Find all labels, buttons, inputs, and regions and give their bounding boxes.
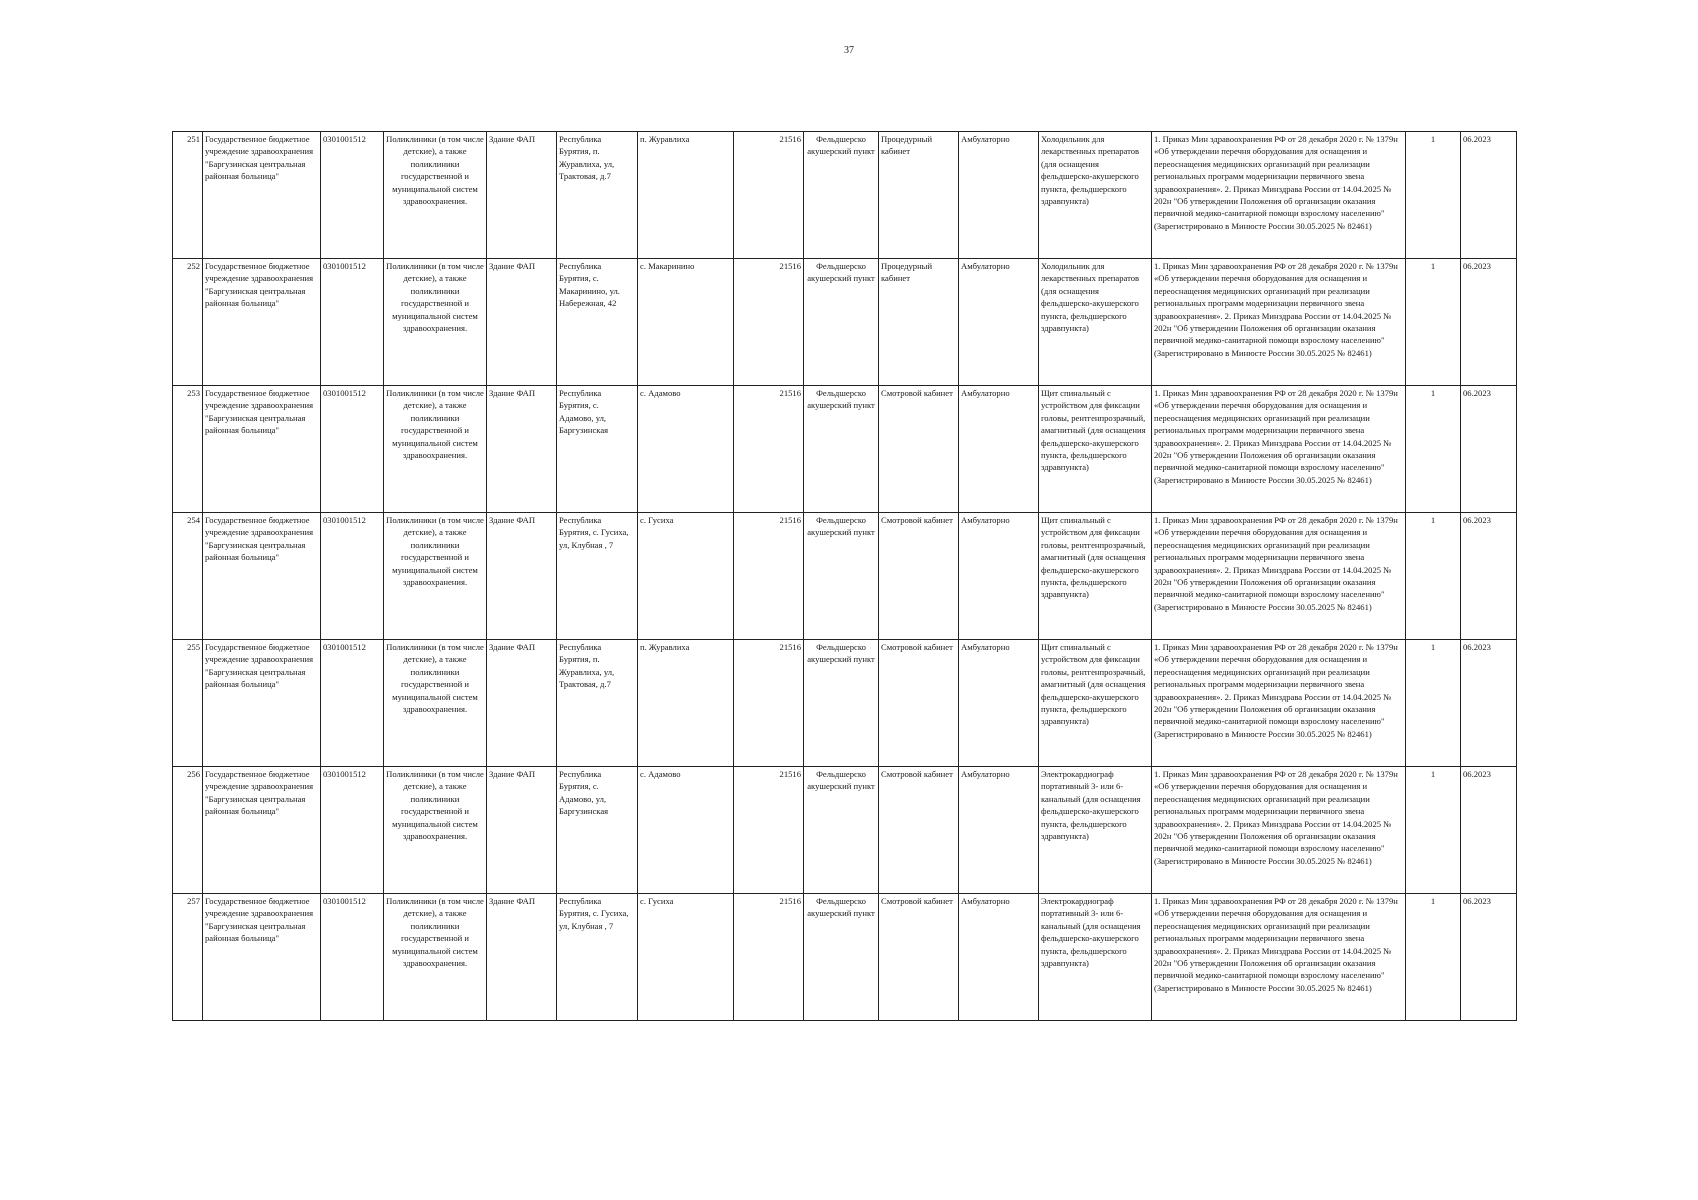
table-row <box>173 767 1517 894</box>
date-cell: 06.2023 <box>1461 513 1517 640</box>
organization-cell: Государственное бюджетное учреждение здравоохранения "Баргузинская центральная районная больница" <box>203 259 321 386</box>
oktmo-code-cell: 21516 <box>734 259 804 386</box>
unit-cell: Фельдшерско акушерский пункт <box>804 513 879 640</box>
settlement-cell: п. Журавлиха <box>638 132 734 259</box>
room-cell: Смотровой кабинет <box>879 513 959 640</box>
building-cell: Здание ФАП <box>487 640 557 767</box>
legal-basis-cell: 1. Приказ Мин здравоохранения РФ от 28 декабря 2020 г. № 1379н «Об утверждении перечня оборудования для оснащения и переоснащения медицинских организаций при реализации региональных программ модернизации первичного звена здравоохранения». 2. Приказ Минздрава России от 14.04.2025 № 202н "Об утверждении Положения об организации оказания первичной медико-санитарной помощи взрослому населению" (Зарегистрировано в Минюсте России 30.05.2025 № 82461) <box>1152 513 1406 640</box>
organization-cell: Государственное бюджетное учреждение здравоохранения "Баргузинская центральная районная больница" <box>203 386 321 513</box>
org-code-cell: 0301001512 <box>321 894 384 1021</box>
building-cell: Здание ФАП <box>487 894 557 1021</box>
organization-cell: Государственное бюджетное учреждение здравоохранения "Баргузинская центральная районная больница" <box>203 640 321 767</box>
settlement-cell: с. Гусиха <box>638 513 734 640</box>
quantity-cell: 1 <box>1406 640 1461 767</box>
org-code-cell: 0301001512 <box>321 132 384 259</box>
unit-cell: Фельдшерско акушерский пункт <box>804 132 879 259</box>
settlement-cell: с. Адамово <box>638 767 734 894</box>
row-number-cell: 256 <box>173 767 203 894</box>
org-code-cell: 0301001512 <box>321 640 384 767</box>
equipment-cell: Холодильник для лекарственных препаратов (для оснащения фельдшерско-акушерского пункта, фельдшерского здравпункта) <box>1039 132 1152 259</box>
address-cell: Республика Бурятия, с. Адамово, ул, Баргузинская <box>557 767 638 894</box>
room-cell: Процедурный кабинет <box>879 132 959 259</box>
legal-basis-cell: 1. Приказ Мин здравоохранения РФ от 28 декабря 2020 г. № 1379н «Об утверждении перечня оборудования для оснащения и переоснащения медицинских организаций при реализации региональных программ модернизации первичного звена здравоохранения». 2. Приказ Минздрава России от 14.04.2025 № 202н "Об утверждении Положения об организации оказания первичной медико-санитарной помощи взрослому населению" (Зарегистрировано в Минюсте России 30.05.2025 № 82461) <box>1152 386 1406 513</box>
table-row <box>173 640 1517 767</box>
room-cell: Смотровой кабинет <box>879 767 959 894</box>
table-row <box>173 513 1517 640</box>
equipment-cell: Холодильник для лекарственных препаратов (для оснащения фельдшерско-акушерского пункта, фельдшерского здравпункта) <box>1039 259 1152 386</box>
care-form-cell: Амбулаторно <box>959 259 1039 386</box>
legal-basis-cell: 1. Приказ Мин здравоохранения РФ от 28 декабря 2020 г. № 1379н «Об утверждении перечня оборудования для оснащения и переоснащения медицинских организаций при реализации региональных программ модернизации первичного звена здравоохранения». 2. Приказ Минздрава России от 14.04.2025 № 202н "Об утверждении Положения об организации оказания первичной медико-санитарной помощи взрослому населению" (Зарегистрировано в Минюсте России 30.05.2025 № 82461) <box>1152 259 1406 386</box>
room-cell: Процедурный кабинет <box>879 259 959 386</box>
equipment-table <box>172 131 1517 1021</box>
facility-type-cell: Поликлиники (в том числе детские), а также поликлиники государственной и муниципальной систем здравоохранения. <box>384 767 487 894</box>
org-code-cell: 0301001512 <box>321 259 384 386</box>
building-cell: Здание ФАП <box>487 386 557 513</box>
address-cell: Республика Бурятия, с. Гусиха, ул, Клубная , 7 <box>557 513 638 640</box>
organization-cell: Государственное бюджетное учреждение здравоохранения "Баргузинская центральная районная больница" <box>203 767 321 894</box>
address-cell: Республика Бурятия, с. Гусиха, ул, Клубная , 7 <box>557 894 638 1021</box>
address-cell: Республика Бурятия, п. Журавлиха, ул, Трактовая, д.7 <box>557 640 638 767</box>
row-number-cell: 254 <box>173 513 203 640</box>
row-number-cell: 251 <box>173 132 203 259</box>
table-row <box>173 894 1517 1021</box>
address-cell: Республика Бурятия, с. Адамово, ул, Баргузинская <box>557 386 638 513</box>
quantity-cell: 1 <box>1406 513 1461 640</box>
equipment-cell: Щит спинальный с устройством для фиксации головы, рентгенпрозрачный, амагнитный (для оснащения фельдшерско-акушерского пункта, фельдшерского здравпункта) <box>1039 513 1152 640</box>
facility-type-cell: Поликлиники (в том числе детские), а также поликлиники государственной и муниципальной систем здравоохранения. <box>384 513 487 640</box>
quantity-cell: 1 <box>1406 259 1461 386</box>
org-code-cell: 0301001512 <box>321 386 384 513</box>
settlement-cell: с. Адамово <box>638 386 734 513</box>
facility-type-cell: Поликлиники (в том числе детские), а также поликлиники государственной и муниципальной систем здравоохранения. <box>384 894 487 1021</box>
unit-cell: Фельдшерско акушерский пункт <box>804 767 879 894</box>
unit-cell: Фельдшерско акушерский пункт <box>804 259 879 386</box>
facility-type-cell: Поликлиники (в том числе детские), а также поликлиники государственной и муниципальной систем здравоохранения. <box>384 132 487 259</box>
quantity-cell: 1 <box>1406 386 1461 513</box>
table-row <box>173 386 1517 513</box>
legal-basis-cell: 1. Приказ Мин здравоохранения РФ от 28 декабря 2020 г. № 1379н «Об утверждении перечня оборудования для оснащения и переоснащения медицинских организаций при реализации региональных программ модернизации первичного звена здравоохранения». 2. Приказ Минздрава России от 14.04.2025 № 202н "Об утверждении Положения об организации оказания первичной медико-санитарной помощи взрослому населению" (Зарегистрировано в Минюсте России 30.05.2025 № 82461) <box>1152 894 1406 1021</box>
oktmo-code-cell: 21516 <box>734 513 804 640</box>
facility-type-cell: Поликлиники (в том числе детские), а также поликлиники государственной и муниципальной систем здравоохранения. <box>384 386 487 513</box>
building-cell: Здание ФАП <box>487 513 557 640</box>
quantity-cell: 1 <box>1406 132 1461 259</box>
care-form-cell: Амбулаторно <box>959 513 1039 640</box>
equipment-cell: Электрокардиограф портативный 3- или 6-канальный (для оснащения фельдшерско-акушерского пункта, фельдшерского здравпункта) <box>1039 767 1152 894</box>
legal-basis-cell: 1. Приказ Мин здравоохранения РФ от 28 декабря 2020 г. № 1379н «Об утверждении перечня оборудования для оснащения и переоснащения медицинских организаций при реализации региональных программ модернизации первичного звена здравоохранения». 2. Приказ Минздрава России от 14.04.2025 № 202н "Об утверждении Положения об организации оказания первичной медико-санитарной помощи взрослому населению" (Зарегистрировано в Минюсте России 30.05.2025 № 82461) <box>1152 640 1406 767</box>
room-cell: Смотровой кабинет <box>879 894 959 1021</box>
settlement-cell: с. Макаринино <box>638 259 734 386</box>
room-cell: Смотровой кабинет <box>879 640 959 767</box>
page-number: 37 <box>844 45 854 56</box>
equipment-cell: Электрокардиограф портативный 3- или 6-канальный (для оснащения фельдшерско-акушерского пункта, фельдшерского здравпункта) <box>1039 894 1152 1021</box>
date-cell: 06.2023 <box>1461 259 1517 386</box>
org-code-cell: 0301001512 <box>321 513 384 640</box>
organization-cell: Государственное бюджетное учреждение здравоохранения "Баргузинская центральная районная больница" <box>203 132 321 259</box>
legal-basis-cell: 1. Приказ Мин здравоохранения РФ от 28 декабря 2020 г. № 1379н «Об утверждении перечня оборудования для оснащения и переоснащения медицинских организаций при реализации региональных программ модернизации первичного звена здравоохранения». 2. Приказ Минздрава России от 14.04.2025 № 202н "Об утверждении Положения об организации оказания первичной медико-санитарной помощи взрослому населению" (Зарегистрировано в Минюсте России 30.05.2025 № 82461) <box>1152 767 1406 894</box>
date-cell: 06.2023 <box>1461 640 1517 767</box>
room-cell: Смотровой кабинет <box>879 386 959 513</box>
building-cell: Здание ФАП <box>487 132 557 259</box>
equipment-cell: Щит спинальный с устройством для фиксации головы, рентгенпрозрачный, амагнитный (для оснащения фельдшерско-акушерского пункта, фельдшерского здравпункта) <box>1039 386 1152 513</box>
facility-type-cell: Поликлиники (в том числе детские), а также поликлиники государственной и муниципальной систем здравоохранения. <box>384 259 487 386</box>
settlement-cell: п. Журавлиха <box>638 640 734 767</box>
unit-cell: Фельдшерско акушерский пункт <box>804 386 879 513</box>
care-form-cell: Амбулаторно <box>959 386 1039 513</box>
organization-cell: Государственное бюджетное учреждение здравоохранения "Баргузинская центральная районная больница" <box>203 894 321 1021</box>
quantity-cell: 1 <box>1406 767 1461 894</box>
table-row <box>173 259 1517 386</box>
legal-basis-cell: 1. Приказ Мин здравоохранения РФ от 28 декабря 2020 г. № 1379н «Об утверждении перечня оборудования для оснащения и переоснащения медицинских организаций при реализации региональных программ модернизации первичного звена здравоохранения». 2. Приказ Минздрава России от 14.04.2025 № 202н "Об утверждении Положения об организации оказания первичной медико-санитарной помощи взрослому населению" (Зарегистрировано в Минюсте России 30.05.2025 № 82461) <box>1152 132 1406 259</box>
date-cell: 06.2023 <box>1461 767 1517 894</box>
care-form-cell: Амбулаторно <box>959 767 1039 894</box>
row-number-cell: 257 <box>173 894 203 1021</box>
care-form-cell: Амбулаторно <box>959 132 1039 259</box>
organization-cell: Государственное бюджетное учреждение здравоохранения "Баргузинская центральная районная больница" <box>203 513 321 640</box>
date-cell: 06.2023 <box>1461 386 1517 513</box>
unit-cell: Фельдшерско акушерский пункт <box>804 894 879 1021</box>
oktmo-code-cell: 21516 <box>734 640 804 767</box>
row-number-cell: 252 <box>173 259 203 386</box>
facility-type-cell: Поликлиники (в том числе детские), а также поликлиники государственной и муниципальной систем здравоохранения. <box>384 640 487 767</box>
table-body <box>173 132 1517 1021</box>
oktmo-code-cell: 21516 <box>734 132 804 259</box>
row-number-cell: 255 <box>173 640 203 767</box>
building-cell: Здание ФАП <box>487 767 557 894</box>
oktmo-code-cell: 21516 <box>734 894 804 1021</box>
care-form-cell: Амбулаторно <box>959 640 1039 767</box>
unit-cell: Фельдшерско акушерский пункт <box>804 640 879 767</box>
equipment-cell: Щит спинальный с устройством для фиксации головы, рентгенпрозрачный, амагнитный (для оснащения фельдшерско-акушерского пункта, фельдшерского здравпункта) <box>1039 640 1152 767</box>
table-row <box>173 132 1517 259</box>
oktmo-code-cell: 21516 <box>734 767 804 894</box>
quantity-cell: 1 <box>1406 894 1461 1021</box>
date-cell: 06.2023 <box>1461 132 1517 259</box>
address-cell: Республика Бурятия, п. Журавлиха, ул, Трактовая, д.7 <box>557 132 638 259</box>
org-code-cell: 0301001512 <box>321 767 384 894</box>
care-form-cell: Амбулаторно <box>959 894 1039 1021</box>
row-number-cell: 253 <box>173 386 203 513</box>
building-cell: Здание ФАП <box>487 259 557 386</box>
oktmo-code-cell: 21516 <box>734 386 804 513</box>
address-cell: Республика Бурятия, с. Макаринино, ул. Набережная, 42 <box>557 259 638 386</box>
date-cell: 06.2023 <box>1461 894 1517 1021</box>
settlement-cell: с. Гусиха <box>638 894 734 1021</box>
